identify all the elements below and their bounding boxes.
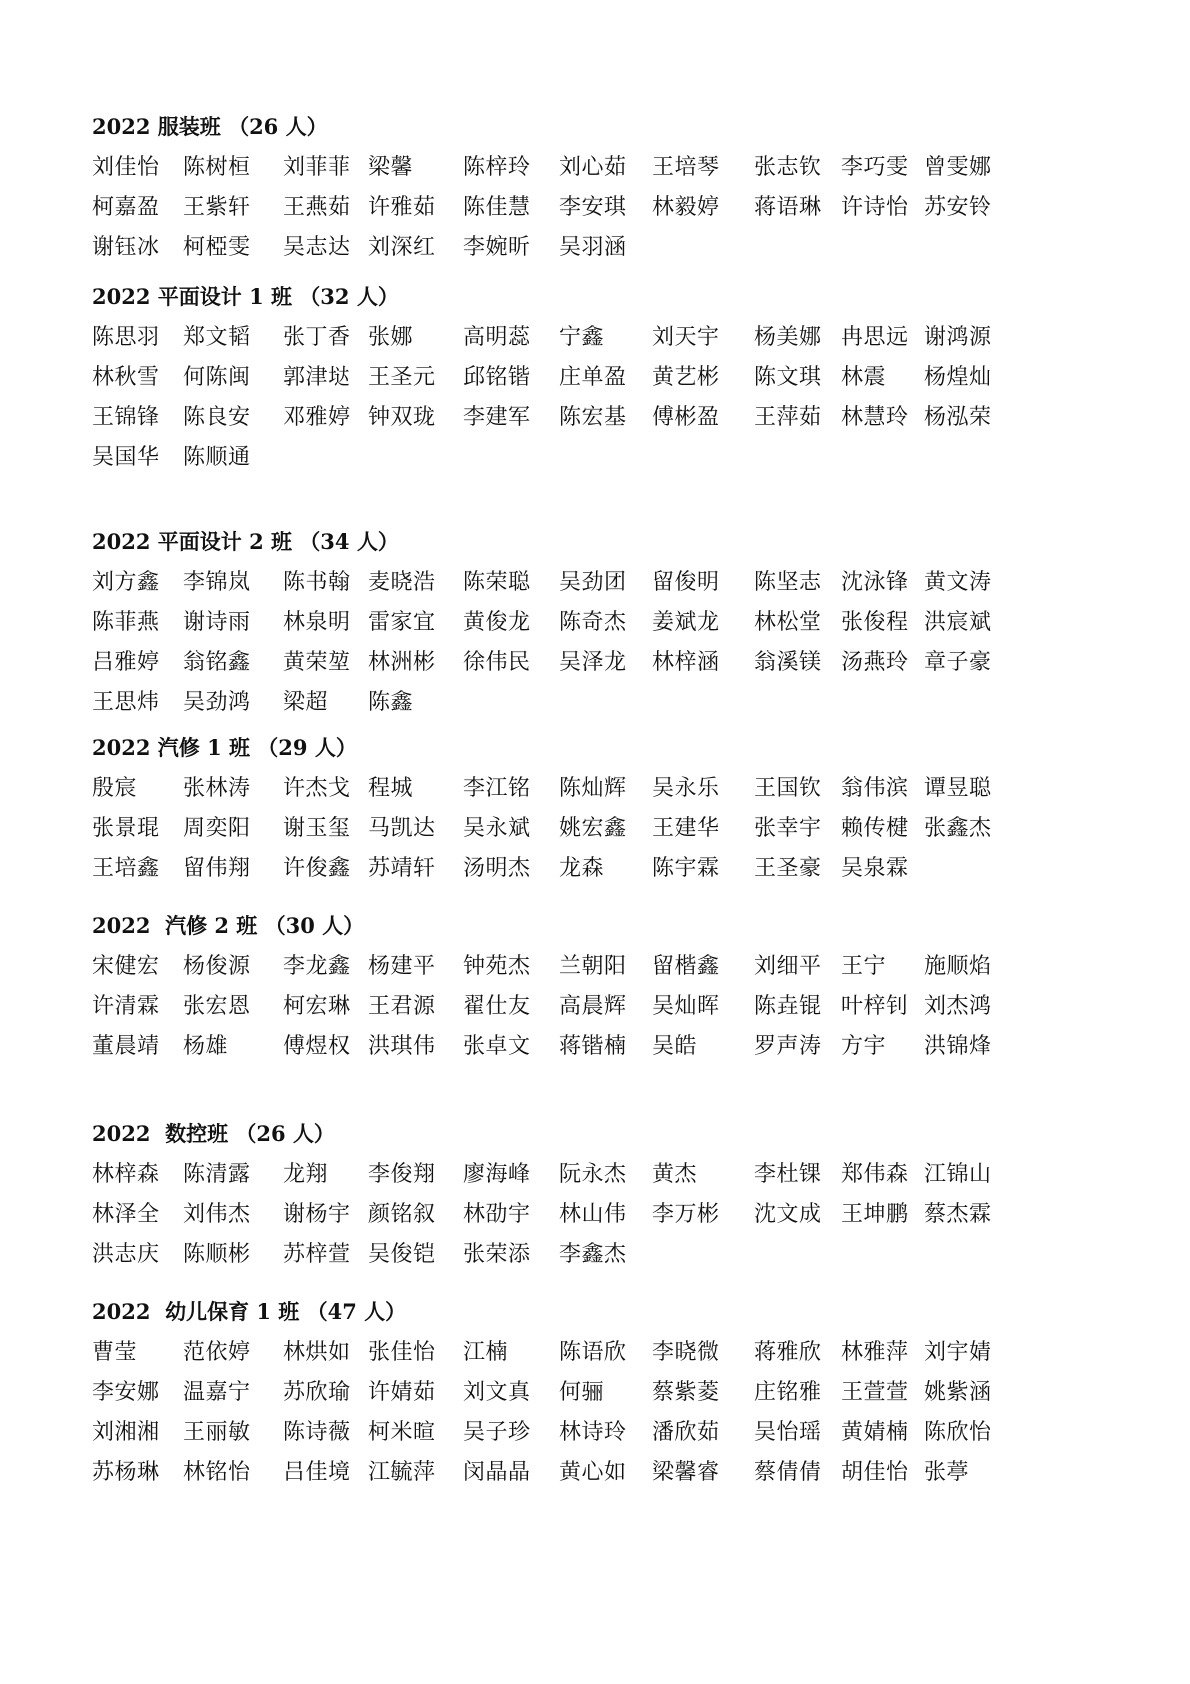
student-name: 吴永斌 <box>463 816 531 841</box>
student-name: 麦晓浩 <box>368 570 436 595</box>
student-name: 高明蕊 <box>463 325 531 350</box>
student-name: 王萱萱 <box>841 1380 909 1405</box>
student-name: 柯椏雯 <box>183 235 251 260</box>
name-row <box>92 148 1102 188</box>
student-name: 翁伟滨 <box>841 776 909 801</box>
student-name: 林烘如 <box>283 1340 351 1365</box>
student-name: 蒋锴楠 <box>559 1034 627 1059</box>
student-name: 翁溪镁 <box>754 650 822 675</box>
student-name: 陈鑫 <box>368 690 414 715</box>
student-name: 张俊程 <box>841 610 909 635</box>
class-heading: 2022 服装班 （26 人） <box>92 114 328 139</box>
name-row <box>92 1195 1102 1235</box>
student-name: 黄文涛 <box>924 570 992 595</box>
student-name: 高晨辉 <box>559 994 627 1019</box>
student-name: 刘方鑫 <box>92 570 160 595</box>
name-row <box>92 1333 1102 1373</box>
student-name: 刘宇婧 <box>924 1340 992 1365</box>
student-name: 林泽全 <box>92 1202 160 1227</box>
student-name: 梁馨 <box>368 155 414 180</box>
student-name: 许清霖 <box>92 994 160 1019</box>
student-name: 何陈闽 <box>183 365 251 390</box>
class-section <box>92 911 1102 1067</box>
student-name: 留楷鑫 <box>652 954 720 979</box>
student-name: 汤明杰 <box>463 856 531 881</box>
name-row <box>92 849 1102 889</box>
student-name: 谭昱聪 <box>924 776 992 801</box>
student-name: 马凯达 <box>368 816 436 841</box>
student-name: 姜斌龙 <box>652 610 720 635</box>
student-name: 林洲彬 <box>368 650 436 675</box>
student-name: 杨建平 <box>368 954 436 979</box>
student-name: 张佳怡 <box>368 1340 436 1365</box>
student-name: 陈宇霖 <box>652 856 720 881</box>
student-name: 杨俊源 <box>183 954 251 979</box>
student-name: 蔡杰霖 <box>924 1202 992 1227</box>
name-row <box>92 643 1102 683</box>
student-name: 陈灿辉 <box>559 776 627 801</box>
student-name: 殷宸 <box>92 776 138 801</box>
student-name: 李建军 <box>463 405 531 430</box>
student-name: 王培琴 <box>652 155 720 180</box>
student-name: 王圣元 <box>368 365 436 390</box>
student-name: 闵晶晶 <box>463 1460 531 1485</box>
student-name: 钟苑杰 <box>463 954 531 979</box>
class-heading: 2022 平面设计 2 班 （34 人） <box>92 529 399 554</box>
student-name: 江毓萍 <box>368 1460 436 1485</box>
student-name: 赖传楗 <box>841 816 909 841</box>
student-name: 李安琪 <box>559 195 627 220</box>
student-name: 方宇 <box>841 1034 887 1059</box>
student-name: 刘菲菲 <box>283 155 351 180</box>
student-name: 曹莹 <box>92 1340 138 1365</box>
name-row <box>92 947 1102 987</box>
student-name: 陈欣怡 <box>924 1420 992 1445</box>
student-name: 李江铭 <box>463 776 531 801</box>
student-name: 王建华 <box>652 816 720 841</box>
class-heading: 2022 数控班 （26 人） <box>92 1121 335 1146</box>
student-name: 林劭宇 <box>463 1202 531 1227</box>
name-row <box>92 228 1102 268</box>
student-name: 柯米暄 <box>368 1420 436 1445</box>
student-name: 王燕茹 <box>283 195 351 220</box>
student-name: 徐伟民 <box>463 650 531 675</box>
student-name: 刘细平 <box>754 954 822 979</box>
student-name: 沈文成 <box>754 1202 822 1227</box>
class-heading: 2022 汽修 2 班 （30 人） <box>92 913 365 938</box>
student-name: 翟仕友 <box>463 994 531 1019</box>
student-name: 黄婧楠 <box>841 1420 909 1445</box>
student-name: 王思炜 <box>92 690 160 715</box>
student-name: 张幸宇 <box>754 816 822 841</box>
student-name: 蒋雅欣 <box>754 1340 822 1365</box>
student-name: 林泉明 <box>283 610 351 635</box>
student-name: 陈荣聪 <box>463 570 531 595</box>
student-name: 蔡倩倩 <box>754 1460 822 1485</box>
student-name: 张宏恩 <box>183 994 251 1019</box>
student-name: 李锦岚 <box>183 570 251 595</box>
name-row <box>92 398 1102 438</box>
name-row <box>92 318 1102 358</box>
student-name: 吴劲团 <box>559 570 627 595</box>
student-name: 姚紫涵 <box>924 1380 992 1405</box>
student-name: 颜铭叙 <box>368 1202 436 1227</box>
name-row <box>92 1413 1102 1453</box>
student-name: 王圣豪 <box>754 856 822 881</box>
student-name: 沈泳锋 <box>841 570 909 595</box>
student-name: 吴子珍 <box>463 1420 531 1445</box>
student-name: 洪琪伟 <box>368 1034 436 1059</box>
student-name: 王培鑫 <box>92 856 160 881</box>
student-name: 黄荣堃 <box>283 650 351 675</box>
class-heading: 2022 汽修 1 班 （29 人） <box>92 735 357 760</box>
student-name: 蒋语琳 <box>754 195 822 220</box>
name-row <box>92 1373 1102 1413</box>
student-name: 吴灿晖 <box>652 994 720 1019</box>
student-name: 刘伟杰 <box>183 1202 251 1227</box>
student-name: 王萍茹 <box>754 405 822 430</box>
student-name: 吴志达 <box>283 235 351 260</box>
student-name: 吕雅婷 <box>92 650 160 675</box>
student-name: 李安娜 <box>92 1380 160 1405</box>
student-name: 范依婷 <box>183 1340 251 1365</box>
student-name: 陈佳慧 <box>463 195 531 220</box>
student-name: 李杜锞 <box>754 1162 822 1187</box>
name-row <box>92 987 1102 1027</box>
student-name: 吴皓 <box>652 1034 698 1059</box>
student-name: 陈良安 <box>183 405 251 430</box>
student-name: 潘欣茹 <box>652 1420 720 1445</box>
student-name: 庄铭雅 <box>754 1380 822 1405</box>
class-heading: 2022 平面设计 1 班 （32 人） <box>92 284 399 309</box>
student-name: 林梓涵 <box>652 650 720 675</box>
student-name: 苏靖轩 <box>368 856 436 881</box>
name-row <box>92 358 1102 398</box>
student-name: 张景琨 <box>92 816 160 841</box>
name-row <box>92 188 1102 228</box>
student-name: 张卓文 <box>463 1034 531 1059</box>
student-name: 刘深红 <box>368 235 436 260</box>
student-name: 胡佳怡 <box>841 1460 909 1485</box>
student-name: 吴劲鸿 <box>183 690 251 715</box>
student-name: 郭津垯 <box>283 365 351 390</box>
student-name: 兰朝阳 <box>559 954 627 979</box>
class-section <box>92 282 1102 478</box>
student-name: 柯嘉盈 <box>92 195 160 220</box>
student-name: 陈垚锟 <box>754 994 822 1019</box>
student-name: 刘佳怡 <box>92 155 160 180</box>
student-name: 张林涛 <box>183 776 251 801</box>
student-name: 刘文真 <box>463 1380 531 1405</box>
student-name: 苏欣瑜 <box>283 1380 351 1405</box>
student-name: 谢鸿源 <box>924 325 992 350</box>
student-name: 刘心茹 <box>559 155 627 180</box>
student-name: 梁馨睿 <box>652 1460 720 1485</box>
student-name: 陈奇杰 <box>559 610 627 635</box>
student-name: 苏杨琳 <box>92 1460 160 1485</box>
student-name: 苏梓萱 <box>283 1242 351 1267</box>
student-name: 林慧玲 <box>841 405 909 430</box>
student-name: 林雅萍 <box>841 1340 909 1365</box>
name-row <box>92 438 1102 478</box>
student-name: 江楠 <box>463 1340 509 1365</box>
student-name: 李龙鑫 <box>283 954 351 979</box>
student-name: 龙翔 <box>283 1162 329 1187</box>
student-name: 洪锦烽 <box>924 1034 992 1059</box>
student-name: 吴国华 <box>92 445 160 470</box>
student-name: 王君源 <box>368 994 436 1019</box>
student-name: 曾雯娜 <box>924 155 992 180</box>
student-name: 吴永乐 <box>652 776 720 801</box>
student-name: 杨煌灿 <box>924 365 992 390</box>
student-name: 留伟翔 <box>183 856 251 881</box>
name-row <box>92 1235 1102 1275</box>
student-name: 林铭怡 <box>183 1460 251 1485</box>
student-name: 陈宏基 <box>559 405 627 430</box>
student-name: 留俊明 <box>652 570 720 595</box>
student-name: 吴俊铠 <box>368 1242 436 1267</box>
student-name: 张葶 <box>924 1460 970 1485</box>
student-name: 郑文韬 <box>183 325 251 350</box>
student-name: 杨雄 <box>183 1034 229 1059</box>
student-name: 杨美娜 <box>754 325 822 350</box>
student-name: 陈诗薇 <box>283 1420 351 1445</box>
name-row <box>92 603 1102 643</box>
student-name: 施顺焰 <box>924 954 992 979</box>
student-name: 许俊鑫 <box>283 856 351 881</box>
student-name: 董晨靖 <box>92 1034 160 1059</box>
student-name: 许婧茹 <box>368 1380 436 1405</box>
student-name: 吕佳境 <box>283 1460 351 1485</box>
student-name: 李巧雯 <box>841 155 909 180</box>
student-name: 林震 <box>841 365 887 390</box>
student-name: 陈语欣 <box>559 1340 627 1365</box>
student-name: 张娜 <box>368 325 414 350</box>
name-row <box>92 1155 1102 1195</box>
student-name: 陈顺通 <box>183 445 251 470</box>
student-name: 江锦山 <box>924 1162 992 1187</box>
student-name: 李鑫杰 <box>559 1242 627 1267</box>
student-name: 陈文琪 <box>754 365 822 390</box>
class-section <box>92 112 1102 268</box>
student-name: 王锦锋 <box>92 405 160 430</box>
student-name: 陈梓玲 <box>463 155 531 180</box>
student-name: 吴泉霖 <box>841 856 909 881</box>
student-name: 吴泽龙 <box>559 650 627 675</box>
student-name: 黄俊龙 <box>463 610 531 635</box>
class-heading: 2022 幼儿保育 1 班 （47 人） <box>92 1299 407 1324</box>
student-name: 冉思远 <box>841 325 909 350</box>
student-name: 李婉昕 <box>463 235 531 260</box>
student-name: 谢诗雨 <box>183 610 251 635</box>
student-name: 庄单盈 <box>559 365 627 390</box>
student-name: 黄艺彬 <box>652 365 720 390</box>
student-name: 邓雅婷 <box>283 405 351 430</box>
student-name: 林山伟 <box>559 1202 627 1227</box>
student-name: 温嘉宁 <box>183 1380 251 1405</box>
student-name: 洪志庆 <box>92 1242 160 1267</box>
class-section <box>92 733 1102 889</box>
student-name: 张丁香 <box>283 325 351 350</box>
student-name: 吴怡瑶 <box>754 1420 822 1445</box>
student-name: 刘湘湘 <box>92 1420 160 1445</box>
student-name: 李晓微 <box>652 1340 720 1365</box>
student-name: 宁鑫 <box>559 325 605 350</box>
student-name: 梁超 <box>283 690 329 715</box>
name-row <box>92 563 1102 603</box>
student-name: 宋健宏 <box>92 954 160 979</box>
student-name: 陈思羽 <box>92 325 160 350</box>
student-name: 黄杰 <box>652 1162 698 1187</box>
student-name: 陈树桓 <box>183 155 251 180</box>
student-name: 许雅茹 <box>368 195 436 220</box>
student-name: 吴羽涵 <box>559 235 627 260</box>
student-name: 陈顺彬 <box>183 1242 251 1267</box>
student-name: 阮永杰 <box>559 1162 627 1187</box>
class-section <box>92 1297 1102 1493</box>
student-name: 傅彬盈 <box>652 405 720 430</box>
student-name: 郑伟森 <box>841 1162 909 1187</box>
student-name: 刘天宇 <box>652 325 720 350</box>
student-name: 陈菲燕 <box>92 610 160 635</box>
student-name: 王宁 <box>841 954 887 979</box>
student-name: 林松堂 <box>754 610 822 635</box>
student-name: 许诗怡 <box>841 195 909 220</box>
student-name: 张鑫杰 <box>924 816 992 841</box>
student-name: 许杰戈 <box>283 776 351 801</box>
name-row <box>92 809 1102 849</box>
student-name: 邱铭锴 <box>463 365 531 390</box>
student-name: 李万彬 <box>652 1202 720 1227</box>
student-name: 林梓森 <box>92 1162 160 1187</box>
student-name: 林秋雪 <box>92 365 160 390</box>
student-name: 钟双珑 <box>368 405 436 430</box>
student-name: 廖海峰 <box>463 1162 531 1187</box>
student-name: 陈清露 <box>183 1162 251 1187</box>
student-name: 黄心如 <box>559 1460 627 1485</box>
student-name: 张荣添 <box>463 1242 531 1267</box>
student-name: 王坤鹏 <box>841 1202 909 1227</box>
student-name: 翁铭鑫 <box>183 650 251 675</box>
student-name: 谢钰冰 <box>92 235 160 260</box>
student-name: 洪宸斌 <box>924 610 992 635</box>
student-name: 谢玉玺 <box>283 816 351 841</box>
student-name: 蔡紫菱 <box>652 1380 720 1405</box>
student-name: 周奕阳 <box>183 816 251 841</box>
student-name: 林诗玲 <box>559 1420 627 1445</box>
student-name: 杨泓荣 <box>924 405 992 430</box>
student-name: 苏安铃 <box>924 195 992 220</box>
student-name: 王紫轩 <box>183 195 251 220</box>
student-name: 姚宏鑫 <box>559 816 627 841</box>
student-name: 陈书翰 <box>283 570 351 595</box>
student-name: 傅煜权 <box>283 1034 351 1059</box>
student-name: 林毅婷 <box>652 195 720 220</box>
student-name: 程城 <box>368 776 414 801</box>
student-name: 谢杨宇 <box>283 1202 351 1227</box>
student-name: 刘杰鸿 <box>924 994 992 1019</box>
student-name: 王丽敏 <box>183 1420 251 1445</box>
student-name: 龙森 <box>559 856 605 881</box>
student-name: 汤燕玲 <box>841 650 909 675</box>
class-section <box>92 1119 1102 1275</box>
class-section <box>92 527 1102 723</box>
name-row <box>92 1027 1102 1067</box>
student-name: 雷家宜 <box>368 610 436 635</box>
student-name: 李俊翔 <box>368 1162 436 1187</box>
student-name: 张志钦 <box>754 155 822 180</box>
student-name: 罗声涛 <box>754 1034 822 1059</box>
student-name: 叶梓钊 <box>841 994 909 1019</box>
student-name: 何骊 <box>559 1380 605 1405</box>
name-row <box>92 683 1102 723</box>
student-name: 章子豪 <box>924 650 992 675</box>
name-row <box>92 769 1102 809</box>
name-row <box>92 1453 1102 1493</box>
student-name: 柯宏琳 <box>283 994 351 1019</box>
student-name: 陈坚志 <box>754 570 822 595</box>
student-name: 王国钦 <box>754 776 822 801</box>
